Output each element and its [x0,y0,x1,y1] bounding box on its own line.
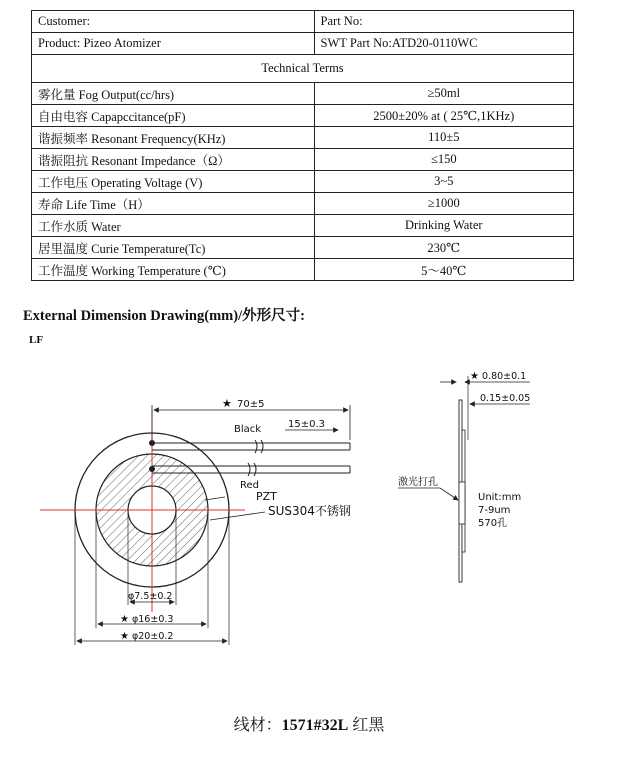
spec-label: 谐振频率 Resonant Frequency(KHz) [32,127,315,149]
unit-note-line: Unit:mm [478,492,522,503]
unit-note-line: 7-9um [478,505,511,516]
footer-prefix: 线材： [233,717,282,734]
footer-colors: 红黑 [352,717,385,734]
dimension-drawing [0,355,618,645]
spec-label: 雾化量 Fog Output(cc/hrs) [32,83,315,105]
technical-terms-title: Technical Terms [32,55,574,83]
drawing-heading: External Dimension Drawing(mm)/外形尺寸: [23,308,305,324]
spec-label: 工作水质 Water [32,215,315,237]
side-view-hole [459,482,465,524]
svg-text:★: ★ [120,631,129,642]
spec-value: ≤150 [314,149,573,171]
spec-label: 自由电容 Capapccitance(pF) [32,105,315,127]
dim-outer-label: φ20±0.2 [132,631,174,642]
lf-mark-icon: LF [29,334,44,346]
footer-code: 1571#32L [281,717,349,734]
spec-value: 110±5 [314,127,573,149]
pzt-label: PZT [256,490,277,503]
swt-part-label: SWT Part No:ATD20-0110WC [314,33,573,55]
spec-label: 谐振阻抗 Resonant Impedance（Ω） [32,149,315,171]
dim-thick1-label: 0.80±0.1 [482,371,527,382]
dim-thick2-label: 0.15±0.05 [480,393,531,404]
wire-red-label: Red [240,480,259,491]
spec-value: Drinking Water [314,215,573,237]
dim-strip-label: 15±0.3 [288,419,326,430]
spec-label: 居里温度 Curie Temperature(Tc) [32,237,315,259]
spec-value: 230℃ [314,237,573,259]
spec-label: 工作电压 Operating Voltage (V) [32,171,315,193]
dim-length-label: 70±5 [237,399,265,410]
dim-mid-label: φ16±0.3 [132,614,174,625]
sus-label: SUS304不锈钢 [268,504,351,518]
spec-value: ≥1000 [314,193,573,215]
laser-hole-label: 激光打孔 [398,477,438,488]
spec-value: 3~5 [314,171,573,193]
part-no-label: Part No: [314,11,573,33]
svg-text:★: ★ [120,614,129,625]
svg-text:★: ★ [222,397,232,410]
spec-table [31,10,574,281]
spec-label: 寿命 Life Time（H） [32,193,315,215]
product-label: Product: Pizeo Atomizer [32,33,315,55]
spec-value: 2500±20% at ( 25℃,1KHz) [314,105,573,127]
spec-value: 5～40℃ [314,259,573,281]
svg-text:★: ★ [470,371,479,382]
spec-label: 工作温度 Working Temperature (℃) [32,259,315,281]
customer-label: Customer: [32,11,315,33]
spec-value: ≥50ml [314,83,573,105]
unit-note-line: 570孔 [478,518,508,529]
dim-inner-label: φ7.5±0.2 [128,591,173,602]
wire-black-label: Black [234,424,262,435]
footer [0,712,618,735]
